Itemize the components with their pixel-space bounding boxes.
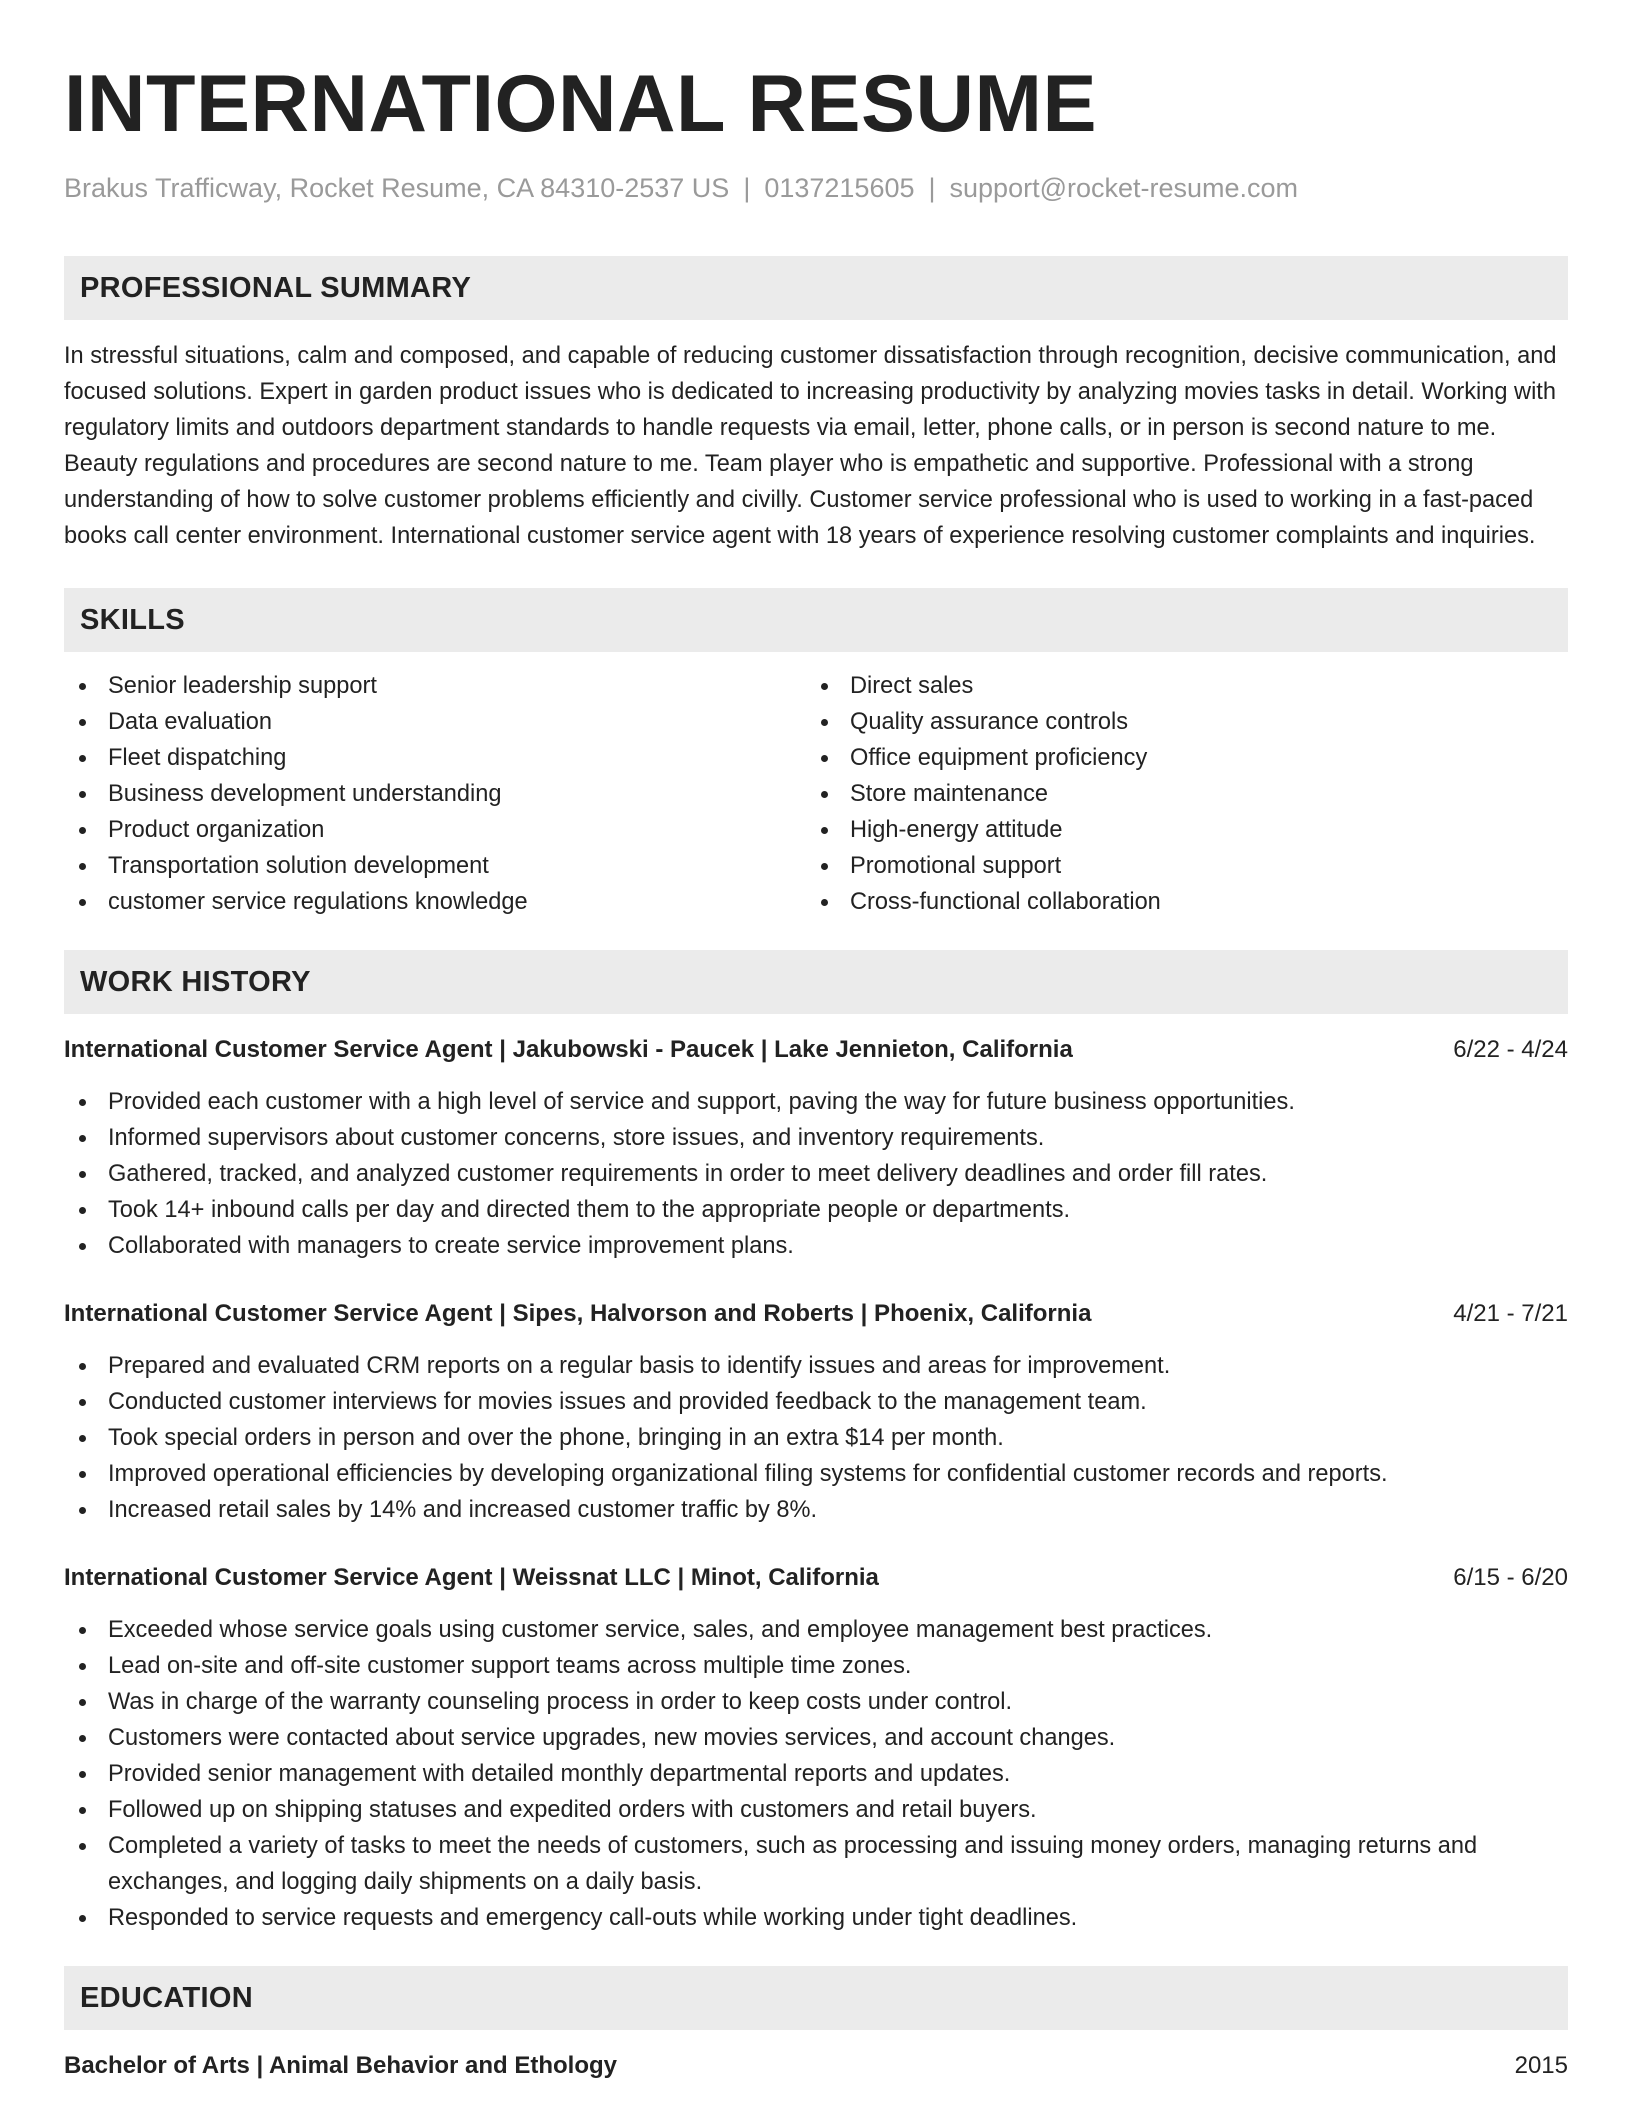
job-bullets: [64, 1612, 1568, 1936]
job-bullets: [64, 1084, 1568, 1264]
job-bullet: Informed supervisors about customer concerns, store issues, and inventory requirements.: [64, 1120, 1568, 1156]
job-bullet: Exceeded whose service goals using customer service, sales, and employee management best practices.: [64, 1612, 1568, 1648]
job-bullet: Improved operational efficiencies by developing organizational filing systems for confidential customer records and reports.: [64, 1456, 1568, 1492]
summary-text: In stressful situations, calm and composed, and capable of reducing customer dissatisfaction through recognition, decisive communication, and focused solutions. Expert in garden product issues who is dedicated to increasing productivity by analyzing movies tasks in detail. Working with regulatory limits and outdoors department standards to handle requests via email, letter, phone calls, or in person is second nature to me. Beauty regulations and procedures are second nature to me. Team player who is empathetic and supportive. Professional with a strong understanding of how to solve customer problems efficiently and civilly. Customer service professional who is used to working in a fast-paced books call center environment. International customer service agent with 18 years of experience resolving customer complaints and inquiries.: [64, 343, 1557, 549]
job-bullet: Lead on-site and off-site customer support teams across multiple time zones.: [64, 1648, 1568, 1684]
job-entry: [64, 1032, 1568, 1264]
section-heading-work-history: WORK HISTORY: [64, 950, 1568, 1014]
phone: 0137215605: [764, 173, 915, 203]
job-header: [64, 1296, 1568, 1332]
job-dates: 4/21 - 7/21: [1453, 1300, 1568, 1327]
separator: |: [743, 173, 751, 203]
education-year: 2015: [1514, 2052, 1568, 2079]
job-title: International Customer Service Agent | Sipes, Halvorson and Roberts | Phoenix, California: [64, 1300, 1092, 1327]
job-bullet: Was in charge of the warranty counseling process in order to keep costs under control.: [64, 1684, 1568, 1720]
job-dates: 6/15 - 6/20: [1453, 1564, 1568, 1591]
skill-item: customer service regulations knowledge: [64, 884, 806, 920]
job-bullet: Took 14+ inbound calls per day and directed them to the appropriate people or departments.: [64, 1192, 1568, 1228]
job-entry: [64, 1560, 1568, 1936]
address: Brakus Trafficway, Rocket Resume, CA 84310-2537 US: [64, 173, 730, 203]
section-heading-skills: SKILLS: [64, 588, 1568, 652]
job-bullet: Completed a variety of tasks to meet the needs of customers, such as processing and issuing money orders, managing returns and exchanges, and logging daily shipments on a daily basis.: [64, 1828, 1568, 1900]
skill-item: Transportation solution development: [64, 848, 806, 884]
skill-item: Office equipment proficiency: [806, 740, 1548, 776]
skill-item: Promotional support: [806, 848, 1548, 884]
job-bullet: Conducted customer interviews for movies issues and provided feedback to the management team.: [64, 1384, 1568, 1420]
job-bullet: Gathered, tracked, and analyzed customer requirements in order to meet delivery deadlines and order fill rates.: [64, 1156, 1568, 1192]
job-bullet: Collaborated with managers to create service improvement plans.: [64, 1228, 1568, 1264]
job-bullet: Customers were contacted about service upgrades, new movies services, and account changes.: [64, 1720, 1568, 1756]
skill-item: Product organization: [64, 812, 806, 848]
job-bullet: Provided senior management with detailed monthly departmental reports and updates.: [64, 1756, 1568, 1792]
skill-item: Senior leadership support: [64, 668, 806, 704]
job-header: [64, 1032, 1568, 1068]
job-bullet: Took special orders in person and over the phone, bringing in an extra $14 per month.: [64, 1420, 1568, 1456]
job-bullet: Prepared and evaluated CRM reports on a regular basis to identify issues and areas for improvement.: [64, 1348, 1568, 1384]
skill-item: Store maintenance: [806, 776, 1548, 812]
separator: |: [928, 173, 936, 203]
skill-item: Fleet dispatching: [64, 740, 806, 776]
job-bullets: [64, 1348, 1568, 1528]
job-entry: [64, 1296, 1568, 1528]
job-dates: 6/22 - 4/24: [1453, 1036, 1568, 1063]
skills-column-right: [806, 668, 1548, 920]
job-bullet: Responded to service requests and emergency call-outs while working under tight deadlines.: [64, 1900, 1568, 1936]
email-link[interactable]: support@rocket-resume.com: [949, 173, 1299, 203]
job-title: International Customer Service Agent | Weissnat LLC | Minot, California: [64, 1564, 879, 1591]
education-entry: [64, 2048, 1568, 2084]
section-heading-education: EDUCATION: [64, 1966, 1568, 2030]
job-header: [64, 1560, 1568, 1596]
job-bullet: Increased retail sales by 14% and increased customer traffic by 8%.: [64, 1492, 1568, 1528]
skill-item: Quality assurance controls: [806, 704, 1548, 740]
skill-item: Business development understanding: [64, 776, 806, 812]
skill-item: Cross-functional collaboration: [806, 884, 1548, 920]
education-degree: Bachelor of Arts | Animal Behavior and Ethology: [64, 2052, 618, 2079]
skill-item: Data evaluation: [64, 704, 806, 740]
skill-item: Direct sales: [806, 668, 1548, 704]
section-heading-summary: PROFESSIONAL SUMMARY: [64, 256, 1568, 320]
resume-page: [64, 54, 1568, 2084]
skills-column-left: [64, 668, 806, 920]
job-title: International Customer Service Agent | Jakubowski - Paucek | Lake Jennieton, California: [64, 1036, 1073, 1063]
job-bullet: Followed up on shipping statuses and expedited orders with customers and retail buyers.: [64, 1792, 1568, 1828]
job-bullet: Provided each customer with a high level of service and support, paving the way for future business opportunities.: [64, 1084, 1568, 1120]
resume-title: INTERNATIONAL RESUME: [64, 59, 1098, 149]
contact-line: [64, 170, 1568, 206]
skill-item: High-energy attitude: [806, 812, 1548, 848]
skills-list: [64, 668, 1568, 920]
